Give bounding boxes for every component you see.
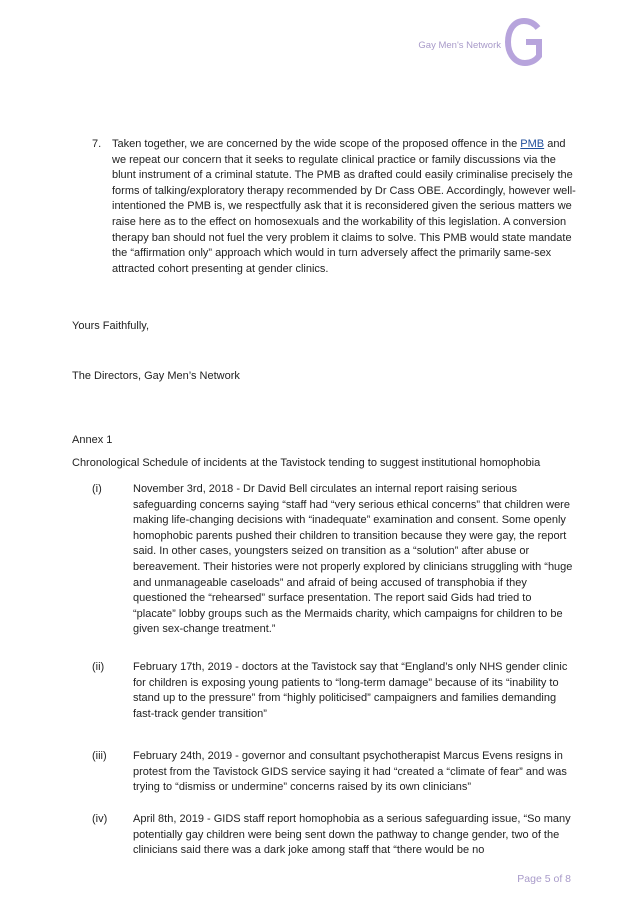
item-label: (iv) [92,813,108,825]
signature: The Directors, Gay Men’s Network [72,370,240,382]
list-item: November 3rd, 2018 - Dr David Bell circulates an internal report raising serious safeguarding concerns saying “staff had “very serious ethical concerns” that children were making life-changing decisions with “inadequate” examination and consent. Some openly homophobic parents pushed their children to transition because they were gay, the report said. In other cases, youngsters seized on transition as a “solution” after abuse or bereavement. Their histories were not properly explored by clinicians struggling with “huge and unmanageable caseloads” and afraid of being accused of transphobia if they questioned the “rehearsed” surface presentation. The report said Gids had tried to “placate” lobby groups such as the Mermaids charity, which campaigns for children to be given sex-change treatment.” [133,483,573,636]
paragraph-number: 7. [92,138,102,150]
letterhead [418,18,545,66]
item-label: (i) [92,483,102,495]
org-name: Gay Men's Network [418,39,501,51]
list-item: April 8th, 2019 - GIDS staff report homophobia as a serious safeguarding issue, “So many potentially gay children were being sent down the pathway to change gender, two of the clinicians said there was a dark joke among staff that “there would be no [133,813,571,857]
paragraph-text-start: Taken together, we are concerned by the wide scope of the proposed offence in the [112,138,521,150]
item-label: (ii) [92,661,105,673]
list-item: February 17th, 2019 - doctors at the Tavistock say that “England’s only NHS gender clinic for children is exposing young patients to “long-term damage” because of its “inability to stand up to the pressure” from “highly politicised” campaigners and families demanding fast-track gender transition” [133,661,568,720]
list-item: February 24th, 2019 - governor and consultant psychotherapist Marcus Evens resigns in protest from the Tavistock GIDS service saying it had “created a “climate of fear” and was trying to “dismiss or undermine” concerns raised by its own clinicians” [133,750,567,794]
page-number: Page 5 of 8 [517,873,571,885]
annex-title: Annex 1 [72,434,113,446]
item-label: (iii) [92,750,107,762]
pmb-link[interactable]: PMB [520,138,545,150]
paragraph-text-end: and we repeat our concern that it seeks to regulate clinical practice or family discussions via the blunt instrument of a criminal statute. The PMB as drafted could easily criminalise precisely the forms of talking/exploratory therapy recommended by Dr Cass OBE. Accordingly, however well-intentioned the PMB is, we respectfully ask that it is reconsidered given the serious matters we raise here as to the effect on homosexuals and the workability of this legislation. A conversion therapy ban should not fuel the very problem it claims to solve. This PMB would state mandate the “affirmation only” approach which would in turn adversely affect the primarily same-sex attracted cohort presenting at gender clinics. [112,138,576,275]
schedule-title: Chronological Schedule of incidents at the Tavistock tending to suggest institutional homophobia [72,457,541,469]
paragraph-7 [112,137,577,277]
signoff: Yours Faithfully, [72,320,150,332]
gay-mens-network-logo-icon [505,18,545,66]
